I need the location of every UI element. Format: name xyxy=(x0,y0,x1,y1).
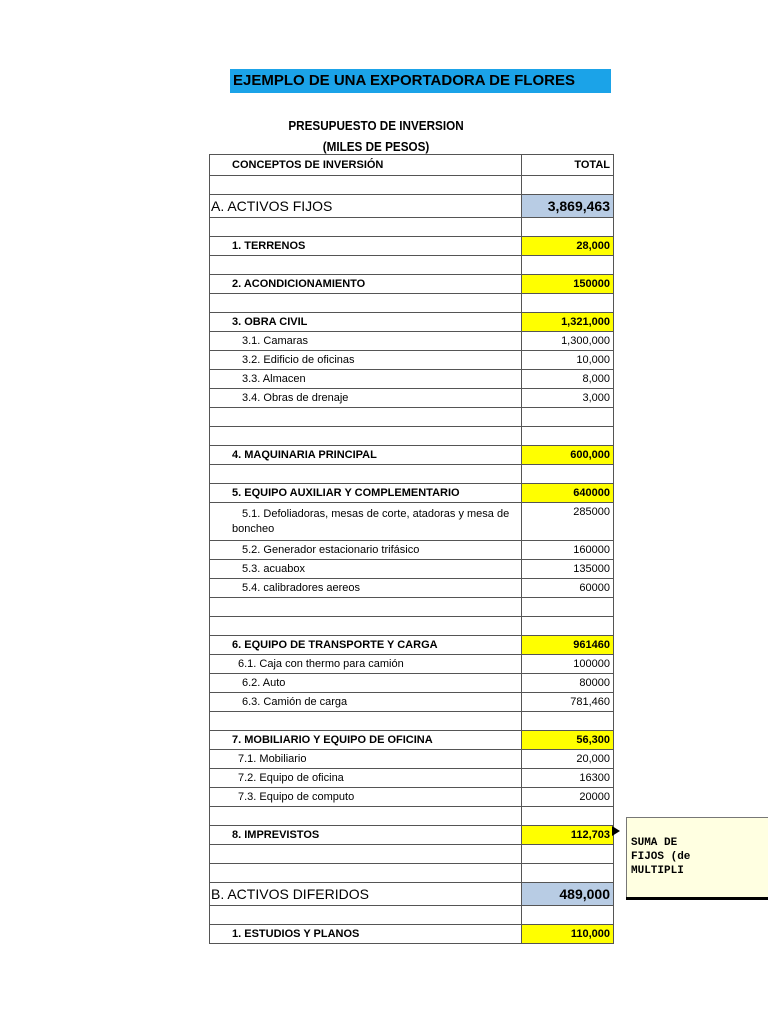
category-total: 56,300 xyxy=(522,731,614,750)
blank-row xyxy=(210,712,614,731)
item-label: 3.3. Almacen xyxy=(210,370,522,389)
item-value: 20000 xyxy=(522,788,614,807)
category-label: 1. ESTUDIOS Y PLANOS xyxy=(210,925,522,944)
category-total: 110,000 xyxy=(522,925,614,944)
budget-units: (MILES DE PESOS) xyxy=(322,139,430,154)
category-total: 640000 xyxy=(522,484,614,503)
item-row xyxy=(210,351,614,370)
page-title-banner: EJEMPLO DE UNA EXPORTADORA DE FLORES xyxy=(230,69,611,93)
item-label: 7.1. Mobiliario xyxy=(210,750,522,769)
item-value: 60000 xyxy=(522,579,614,598)
category-row-equipo-auxiliar xyxy=(210,484,614,503)
item-row xyxy=(210,503,614,541)
item-row xyxy=(210,769,614,788)
comment-arrow-icon xyxy=(612,826,620,836)
item-label: 5.4. calibradores aereos xyxy=(210,579,522,598)
blank-row xyxy=(210,864,614,883)
category-total: 112,703 xyxy=(522,826,614,845)
section-label: B. ACTIVOS DIFERIDOS xyxy=(210,883,522,906)
item-label: 7.3. Equipo de computo xyxy=(210,788,522,807)
category-row-transporte xyxy=(210,636,614,655)
category-total: 28,000 xyxy=(522,237,614,256)
category-total: 1,321,000 xyxy=(522,313,614,332)
item-value: 1,300,000 xyxy=(522,332,614,351)
item-label: 5.3. acuabox xyxy=(210,560,522,579)
blank-row xyxy=(210,598,614,617)
section-total: 3,869,463 xyxy=(522,195,614,218)
item-value: 285000 xyxy=(522,503,614,541)
item-label: 6.1. Caja con thermo para camión xyxy=(210,655,522,674)
callout-line: MULTIPLI xyxy=(631,865,684,877)
item-row xyxy=(210,655,614,674)
item-value: 3,000 xyxy=(522,389,614,408)
comment-callout[interactable] xyxy=(626,817,768,897)
category-total: 961460 xyxy=(522,636,614,655)
blank-row xyxy=(210,465,614,484)
item-label: 6.3. Camión de carga xyxy=(210,693,522,712)
item-value: 80000 xyxy=(522,674,614,693)
item-label: 3.1. Camaras xyxy=(210,332,522,351)
category-row-obra-civil xyxy=(210,313,614,332)
blank-row xyxy=(210,906,614,925)
category-row-terrenos xyxy=(210,237,614,256)
category-row-mobiliario xyxy=(210,731,614,750)
section-b-row xyxy=(210,883,614,906)
category-total: 150000 xyxy=(522,275,614,294)
item-row xyxy=(210,750,614,769)
budget-title: PRESUPUESTO DE INVERSION xyxy=(288,118,464,133)
blank-row xyxy=(210,617,614,636)
item-row xyxy=(210,579,614,598)
section-a-row xyxy=(210,195,614,218)
category-label: 1. TERRENOS xyxy=(210,237,522,256)
item-row xyxy=(210,541,614,560)
callout-line: SUMA DE xyxy=(631,837,678,849)
category-label: 8. IMPREVISTOS xyxy=(210,826,522,845)
callout-line: FIJOS (de xyxy=(631,851,691,863)
category-label: 3. OBRA CIVIL xyxy=(210,313,522,332)
category-row-imprevistos xyxy=(210,826,614,845)
item-value: 10,000 xyxy=(522,351,614,370)
section-label: A. ACTIVOS FIJOS xyxy=(210,195,522,218)
blank-row xyxy=(210,427,614,446)
category-total: 600,000 xyxy=(522,446,614,465)
blank-row xyxy=(210,294,614,313)
category-label: 4. MAQUINARIA PRINCIPAL xyxy=(210,446,522,465)
item-value: 781,460 xyxy=(522,693,614,712)
item-value: 16300 xyxy=(522,769,614,788)
category-label: 2. ACONDICIONAMIENTO xyxy=(210,275,522,294)
item-label: 3.2. Edificio de oficinas xyxy=(210,351,522,370)
category-row-maquinaria xyxy=(210,446,614,465)
blank-row xyxy=(210,218,614,237)
item-label: 5.1. Defoliadoras, mesas de corte, atadoras y mesa de boncheo xyxy=(210,503,522,541)
blank-row xyxy=(210,176,614,195)
item-label: 3.4. Obras de drenaje xyxy=(210,389,522,408)
item-label: 5.2. Generador estacionario trifásico xyxy=(210,541,522,560)
item-row xyxy=(210,332,614,351)
header-total: TOTAL xyxy=(522,155,614,176)
blank-row xyxy=(210,845,614,864)
category-label: 7. MOBILIARIO Y EQUIPO DE OFICINA xyxy=(210,731,522,750)
item-value: 20,000 xyxy=(522,750,614,769)
blank-row xyxy=(210,256,614,275)
item-row xyxy=(210,788,614,807)
item-row xyxy=(210,693,614,712)
budget-table xyxy=(209,154,614,944)
blank-row xyxy=(210,408,614,427)
blank-row xyxy=(210,807,614,826)
category-label: 6. EQUIPO DE TRANSPORTE Y CARGA xyxy=(210,636,522,655)
item-label: 7.2. Equipo de oficina xyxy=(210,769,522,788)
item-row xyxy=(210,560,614,579)
item-label: 6.2. Auto xyxy=(210,674,522,693)
header-concepts: CONCEPTOS DE INVERSIÓN xyxy=(210,155,522,176)
category-label: 5. EQUIPO AUXILIAR Y COMPLEMENTARIO xyxy=(210,484,522,503)
item-row xyxy=(210,370,614,389)
item-value: 8,000 xyxy=(522,370,614,389)
table-header-row xyxy=(210,155,614,176)
section-total: 489,000 xyxy=(522,883,614,906)
item-value: 100000 xyxy=(522,655,614,674)
item-row xyxy=(210,389,614,408)
item-row xyxy=(210,674,614,693)
category-row-estudios xyxy=(210,925,614,944)
category-row-acondicionamiento xyxy=(210,275,614,294)
item-value: 135000 xyxy=(522,560,614,579)
item-value: 160000 xyxy=(522,541,614,560)
